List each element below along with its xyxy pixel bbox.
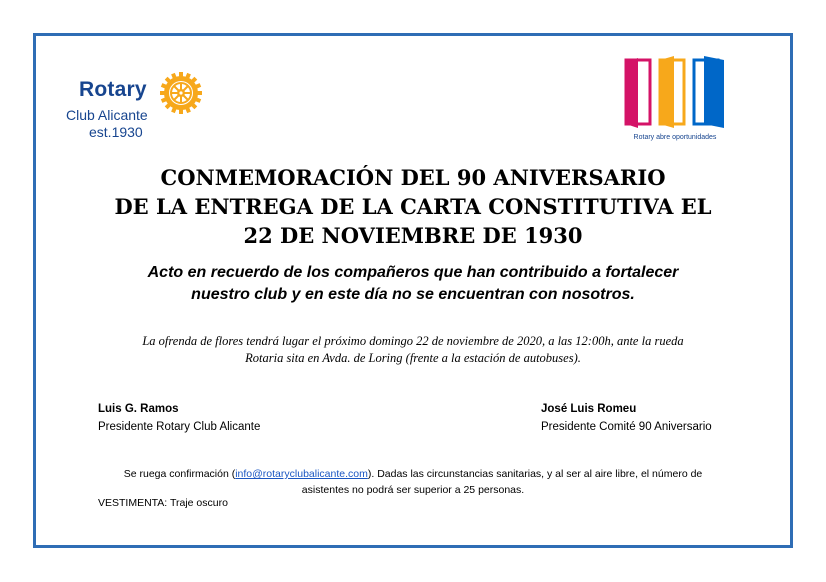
rsvp-line-1 [95, 466, 731, 482]
signature-left-role: Presidente Rotary Club Alicante [98, 421, 261, 433]
rotary-club-logo [66, 70, 216, 140]
subtitle-line-1: Acto en recuerdo de los compañeros que han contribuido a fortalecer [147, 264, 679, 281]
signature-right-name: José Luis Romeu [541, 403, 637, 415]
title-line-3: 22 DE NOVIEMBRE DE 1930 [243, 223, 583, 248]
signature-left [98, 400, 260, 436]
signature-left-name: Luis G. Ramos [98, 403, 179, 415]
logo-brand: Rotary [79, 78, 147, 101]
email-link[interactable]: info@rotaryclubalicante.com [235, 468, 368, 480]
open-doors-icon [624, 54, 726, 132]
event-details [80, 333, 746, 367]
rsvp-note [95, 466, 731, 498]
signature-right [541, 400, 712, 436]
logo-established: est.1930 [89, 124, 143, 140]
rotary-wheel-icon [159, 71, 203, 115]
rotary-opens-opportunities-logo [620, 54, 730, 149]
signature-right-role: Presidente Comité 90 Aniversario [541, 421, 712, 433]
doors-caption: Rotary abre oportunidades [633, 134, 717, 141]
subtitle-line-2: nuestro club y en este día no se encuentran con nosotros. [191, 286, 635, 303]
event-subtitle [80, 262, 746, 306]
title-line-2: DE LA ENTREGA DE LA CARTA CONSTITUTIVA EL [114, 194, 712, 219]
logo-club-name: Club Alicante [66, 107, 148, 123]
rsvp-suffix: ). Dadas las circunstancias sanitarias, y al ser al aire libre, el número de [367, 468, 703, 480]
rsvp-prefix: Se ruega confirmación ( [123, 468, 236, 480]
dress-code: VESTIMENTA: Traje oscuro [98, 497, 228, 509]
title-line-1: CONMEMORACIÓN DEL 90 ANIVERSARIO [160, 165, 666, 190]
event-title [60, 163, 766, 250]
details-line-1: La ofrenda de flores tendrá lugar el próximo domingo 22 de noviembre de 2020, a las 12:00h, ante la rueda [142, 334, 684, 348]
details-line-2: Rotaria sita en Avda. de Loring (frente a la estación de autobuses). [245, 351, 581, 365]
rsvp-line-2: asistentes no podrá ser superior a 25 personas. [301, 484, 525, 496]
